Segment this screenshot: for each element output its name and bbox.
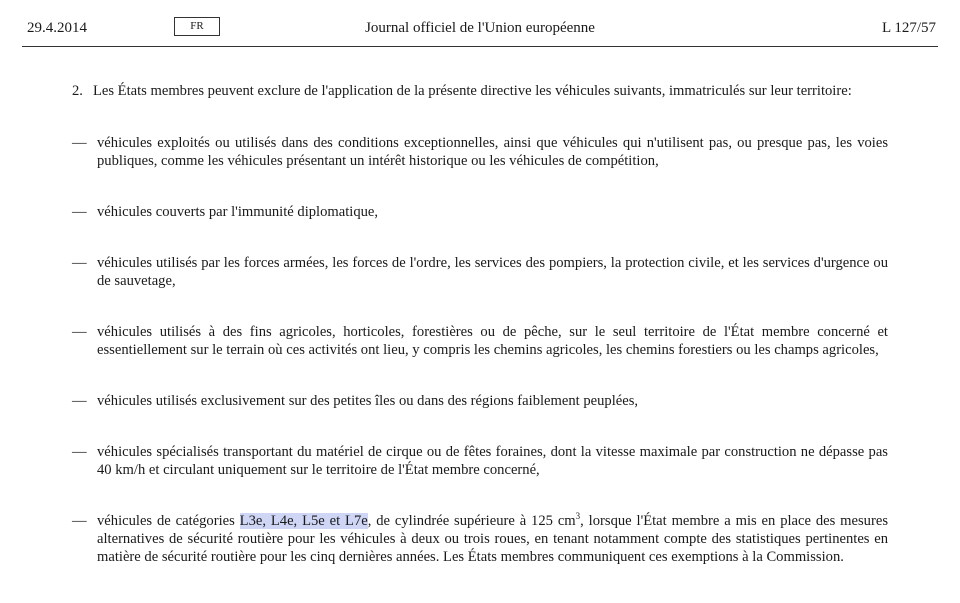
list-item-text-after: , lorsque l'État membre a mis en place des mesures alternatives de sécurité routière pour les véhicules à deux ou trois roues, en tenant notamment compte des statistiques pertinentes en matière de sécurité routière pour les cinq dernières années. Les États membres communiquent ces exemptions à la Commission. — [97, 513, 888, 565]
list-item — [72, 323, 888, 359]
list-item — [72, 203, 888, 221]
page-reference: L 127/57 — [881, 20, 936, 36]
paragraph-number: 2. — [72, 83, 83, 99]
list-item-text: véhicules utilisés exclusivement sur des petites îles ou dans des régions faiblement peuplées, — [97, 393, 639, 409]
page-header — [22, 14, 938, 47]
document-body — [72, 82, 888, 599]
superscript: 3 — [575, 511, 581, 522]
list-item — [72, 443, 888, 479]
language-badge: FR — [174, 17, 220, 36]
dash-bullet: — — [72, 444, 87, 460]
dash-bullet: — — [72, 393, 87, 409]
exemption-list — [72, 134, 888, 566]
dash-bullet: — — [72, 204, 87, 220]
list-item — [72, 134, 888, 170]
paragraph-2 — [72, 82, 888, 100]
list-item — [72, 512, 888, 566]
highlighted-text-selection[interactable]: L3e, L4e, L5e et L7e — [239, 513, 368, 529]
list-item — [72, 392, 888, 410]
dash-bullet: — — [72, 513, 87, 529]
list-item-text: véhicules spécialisés transportant du matériel de cirque ou de fêtes foraines, dont la vitesse maximale par construction ne dépasse pas 40 km/h et circulant uniquement sur le territoire de l'État membre concerné, — [97, 444, 888, 478]
list-item-text: véhicules couverts par l'immunité diplomatique, — [97, 204, 379, 220]
list-item-text-middle: , de cylindrée supérieure à 125 cm — [367, 513, 576, 529]
list-item-text-before: véhicules de catégories — [97, 513, 240, 529]
paragraph-text: Les États membres peuvent exclure de l'application de la présente directive les véhicules suivants, immatriculés sur leur territoire: — [92, 83, 852, 99]
dash-bullet: — — [72, 255, 87, 271]
list-item-text: véhicules utilisés par les forces armées, les forces de l'ordre, les services des pompiers, la protection civile, et les services d'urgence ou de sauvetage, — [97, 255, 888, 289]
dash-bullet: — — [72, 324, 87, 340]
list-item — [72, 254, 888, 290]
dash-bullet: — — [72, 135, 87, 151]
list-item-text: véhicules exploités ou utilisés dans des conditions exceptionnelles, ainsi que véhicules qui n'utilisent pas, ou presque pas, les voies publiques, comme les véhicules présentant un intérêt historique ou les véhicules de compétition, — [97, 135, 888, 169]
journal-title: Journal officiel de l'Union européenne — [365, 20, 595, 36]
list-item-text: véhicules utilisés à des fins agricoles, horticoles, forestières ou de pêche, sur le seul territoire de l'État membre concerné et essentiellement sur le terrain où ces activités ont lieu, y compris les chemins agricoles, les chemins forestiers ou les champs agricoles, — [97, 324, 888, 358]
publication-date: 29.4.2014 — [27, 20, 87, 36]
